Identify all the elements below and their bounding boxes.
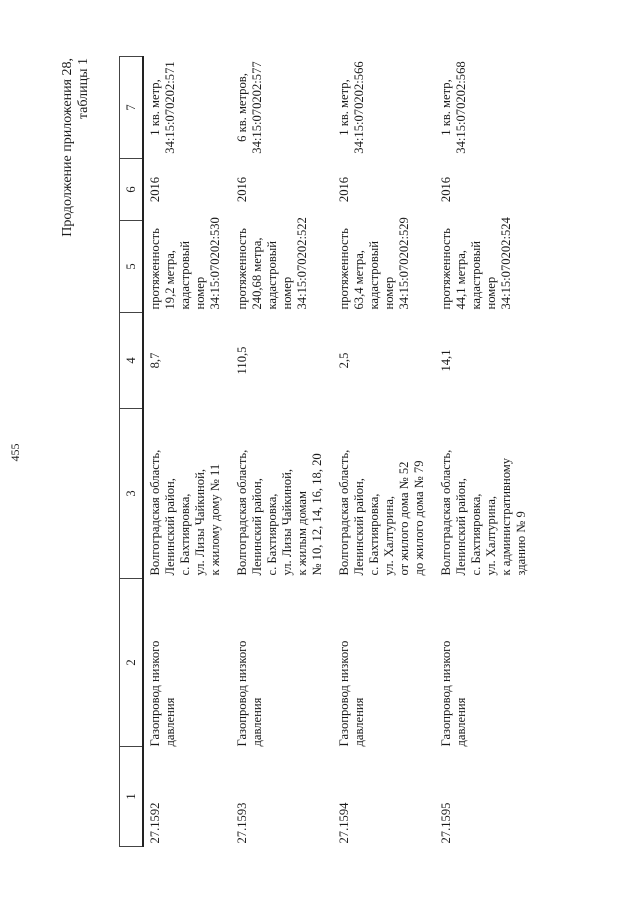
length-cell: [143, 313, 231, 409]
year-cell: [143, 159, 231, 221]
address-line: до жилого дома № 79: [412, 460, 426, 576]
description-line: кадастровый: [265, 240, 279, 310]
address-line: ул. Халтурина,: [484, 495, 498, 576]
table-row: [231, 57, 333, 847]
address-line: к административному: [499, 457, 513, 576]
address-cell: [231, 409, 333, 579]
address-line: к жилым домам: [295, 491, 309, 576]
object-name-line: Газопровод низкого: [439, 640, 453, 747]
address-line: зданию № 9: [514, 511, 528, 576]
address-line: Ленинский район,: [454, 478, 468, 576]
address-line: с. Бахтияровка,: [367, 493, 381, 576]
page-number: 455: [8, 443, 22, 462]
address-cell: [143, 409, 231, 579]
description-line: протяженность: [148, 228, 162, 310]
description-line: номер: [193, 276, 207, 310]
column-number-row: [120, 57, 144, 847]
year-cell: [333, 159, 435, 221]
row-number: 27.1593: [235, 802, 249, 844]
year-cell: [231, 159, 333, 221]
description-line: 34:15:070202:530: [208, 217, 222, 310]
row-number-cell: [143, 747, 231, 847]
address-line: Ленинский район,: [250, 478, 264, 576]
registry-table: [119, 56, 537, 847]
land-area-line: 1 кв. метр,: [337, 79, 351, 136]
object-name-cell: [231, 579, 333, 747]
row-number: 27.1592: [148, 802, 162, 844]
address-line: Волгоградская область,: [337, 449, 351, 576]
description-line: протяженность: [439, 228, 453, 310]
description-line: кадастровый: [469, 240, 483, 310]
address-line: с. Бахтияровка,: [469, 493, 483, 576]
description-cell: [143, 217, 231, 313]
object-name-cell: [435, 579, 537, 747]
year-value: 2016: [337, 176, 351, 203]
address-line: от жилого дома № 52: [397, 461, 411, 576]
description-line: протяженность: [235, 228, 249, 310]
land-area-line: 6 кв. метров,: [235, 73, 249, 142]
column-header: 2: [120, 579, 144, 747]
description-line: кадастровый: [178, 240, 192, 310]
length-value: 14,1: [439, 349, 453, 372]
description-cell: [435, 217, 537, 313]
row-number-cell: [435, 747, 537, 847]
address-line: ул. Лизы Чайкиной,: [280, 469, 294, 576]
description-line: 63,4 метра,: [352, 250, 366, 310]
table-row: [333, 57, 435, 847]
object-name-line: давления: [352, 697, 366, 747]
description-line: 34:15:070202:522: [295, 217, 309, 310]
address-line: к жилому дому № 11: [208, 463, 222, 576]
row-number-cell: [333, 747, 435, 847]
year-value: 2016: [148, 176, 162, 203]
land-area-cell: [333, 57, 435, 159]
object-name-line: Газопровод низкого: [337, 640, 351, 747]
description-line: кадастровый: [367, 240, 381, 310]
row-number: 27.1595: [439, 802, 453, 844]
object-name-line: давления: [250, 697, 264, 747]
address-line: с. Бахтияровка,: [178, 493, 192, 576]
land-area-line: 34:15:070202:571: [163, 61, 177, 154]
land-area-cell: [231, 57, 333, 159]
description-line: 240,68 метра,: [250, 237, 264, 310]
address-line: ул. Лизы Чайкиной,: [193, 469, 207, 576]
description-line: номер: [280, 276, 294, 310]
year-cell: [435, 159, 537, 221]
object-name-cell: [333, 579, 435, 747]
address-line: Ленинский район,: [352, 478, 366, 576]
description-line: номер: [484, 276, 498, 310]
description-line: 44,1 метра,: [454, 250, 468, 310]
column-header: 4: [120, 313, 144, 409]
land-area-cell: [435, 57, 537, 159]
row-number: 27.1594: [337, 802, 351, 844]
object-name-line: Газопровод низкого: [148, 640, 162, 747]
continuation-line: Продолжение приложения 28,: [60, 58, 75, 237]
column-header: 1: [120, 747, 144, 847]
land-area-line: 34:15:070202:577: [250, 61, 264, 154]
address-line: ул. Халтурина,: [382, 495, 396, 576]
table-body: [143, 57, 537, 847]
length-cell: [231, 313, 333, 409]
land-area-line: 1 кв. метр,: [439, 79, 453, 136]
object-name-line: Газопровод низкого: [235, 640, 249, 747]
continuation-note: [60, 58, 92, 237]
description-line: 34:15:070202:524: [499, 217, 513, 310]
address-cell: [333, 409, 435, 579]
description-cell: [231, 217, 333, 313]
land-area-line: 34:15:070202:566: [352, 61, 366, 154]
land-area-cell: [143, 57, 231, 159]
description-line: 19,2 метра,: [163, 250, 177, 310]
row-number-cell: [231, 747, 333, 847]
length-value: 8,7: [148, 352, 162, 369]
address-line: Волгоградская область,: [235, 449, 249, 576]
address-line: № 10, 12, 14, 16, 18, 20: [310, 453, 324, 576]
length-value: 2,5: [337, 352, 351, 369]
description-cell: [333, 217, 435, 313]
table-row: [435, 57, 537, 847]
description-line: 34:15:070202:529: [397, 217, 411, 310]
address-line: Волгоградская область,: [439, 449, 453, 576]
length-value: 110,5: [235, 346, 249, 375]
description-line: номер: [382, 276, 396, 310]
table-row: [143, 57, 231, 847]
land-area-line: 1 кв. метр,: [148, 79, 162, 136]
column-header: 6: [120, 159, 144, 221]
object-name-cell: [143, 579, 231, 747]
object-name-line: давления: [163, 697, 177, 747]
address-cell: [435, 409, 537, 579]
year-value: 2016: [439, 176, 453, 203]
address-line: с. Бахтияровка,: [265, 493, 279, 576]
address-line: Волгоградская область,: [148, 449, 162, 576]
column-header: 5: [120, 221, 144, 313]
year-value: 2016: [235, 176, 249, 203]
land-area-line: 34:15:070202:568: [454, 61, 468, 154]
address-line: Ленинский район,: [163, 478, 177, 576]
description-line: протяженность: [337, 228, 351, 310]
length-cell: [333, 313, 435, 409]
object-name-line: давления: [454, 697, 468, 747]
continuation-line: таблицы 1: [76, 58, 91, 120]
column-header: 7: [120, 57, 144, 159]
column-header: 3: [120, 409, 144, 579]
length-cell: [435, 313, 537, 409]
